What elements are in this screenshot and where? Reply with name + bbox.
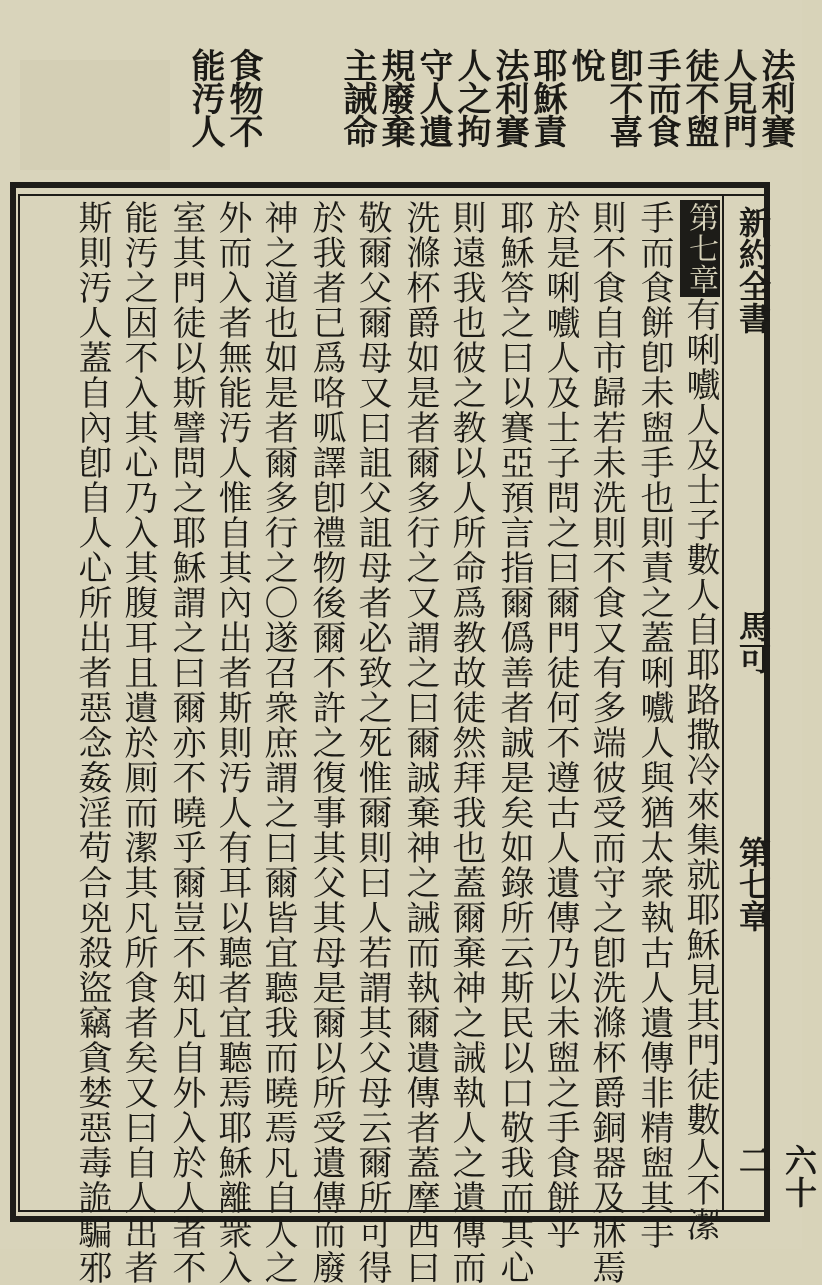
bleed-through-left (20, 60, 170, 170)
text-column-2: 手而食餅卽未盥手也則責之蓋唎嚱人與猶太衆執古人遺傳非精盥其手 (634, 200, 674, 1250)
text-column-13: 能汚之因不入其心乃入其腹耳且遺於厠而潔其凡所食者矣又曰自人出者 (118, 200, 158, 1285)
running-header (726, 200, 818, 1210)
text-column-3: 則不食自市歸若未洗則不食又有多端彼受而守之卽洗滌杯爵銅器及牀焉 (586, 200, 626, 1285)
chapter-heading: 第七章 (734, 836, 772, 932)
book-title: 新約全書 (734, 206, 772, 334)
text-column-5: 耶穌答之曰以賽亞預言指爾僞善者誠是矣如錄所云斯民以口敬我而其心 (494, 200, 534, 1285)
marginal-note-middle: 耶穌責法利賽人之拘守人遺規廢棄主誡命 (337, 48, 567, 147)
marginal-note-right: 法利賽人見門徒不盥手而食卽不喜悅 (565, 48, 795, 147)
chapter-label: 第七章 (680, 200, 720, 297)
text-column-6: 則遠我也彼之教以人所命爲教故徒然拜我也蓋爾棄神之誡執人之遺傳而 (446, 200, 486, 1285)
page-number: 六十二 (734, 1144, 818, 1208)
gospel-title: 馬可 (734, 610, 772, 674)
marginal-note-left: 食物不能汚人 (185, 48, 263, 147)
text-column-7: 洗滌杯爵如是者爾多行之又謂之曰爾誠棄神之誡而執爾遺傳者蓋摩西曰 (400, 200, 440, 1285)
text-column-9: 於我者已爲咯呱譯卽禮物後爾不許之復事其父其母是爾以所受遺傳而廢 (306, 200, 346, 1285)
text-column-12: 室其門徒以斯譬問之耶穌謂之曰爾亦不曉乎爾豈不知凡自外入於人者不 (166, 200, 206, 1285)
text-column-8: 敬爾父爾母又曰詛父詛母者必致之死惟爾則曰人若謂其父母云爾所可得 (352, 200, 392, 1285)
text-column-11: 外而入者無能汚人惟自其內出者斯則汚人有耳以聽者宜聽焉耶穌離衆入 (212, 200, 252, 1285)
text-column-14: 斯則汚人蓋自內卽自人心所出者惡念姦淫苟合兇殺盜竊貪婪惡毒詭騙邪 (72, 200, 112, 1285)
text-column-4: 於是唎嚱人及士子問之曰爾門徒何不遵古人遺傳乃以未盥之手食餅乎 (540, 200, 580, 1250)
column-text: 有唎嚱人及士子數人自耶路撒冷來集就耶穌見其門徒數人不潔 (680, 297, 720, 1242)
text-column-1 (680, 200, 720, 1242)
header-divider (722, 194, 724, 1212)
text-column-10: 神之道也如是者爾多行之〇遂召衆庶謂之曰爾皆宜聽我而曉焉凡自人之 (258, 200, 298, 1285)
